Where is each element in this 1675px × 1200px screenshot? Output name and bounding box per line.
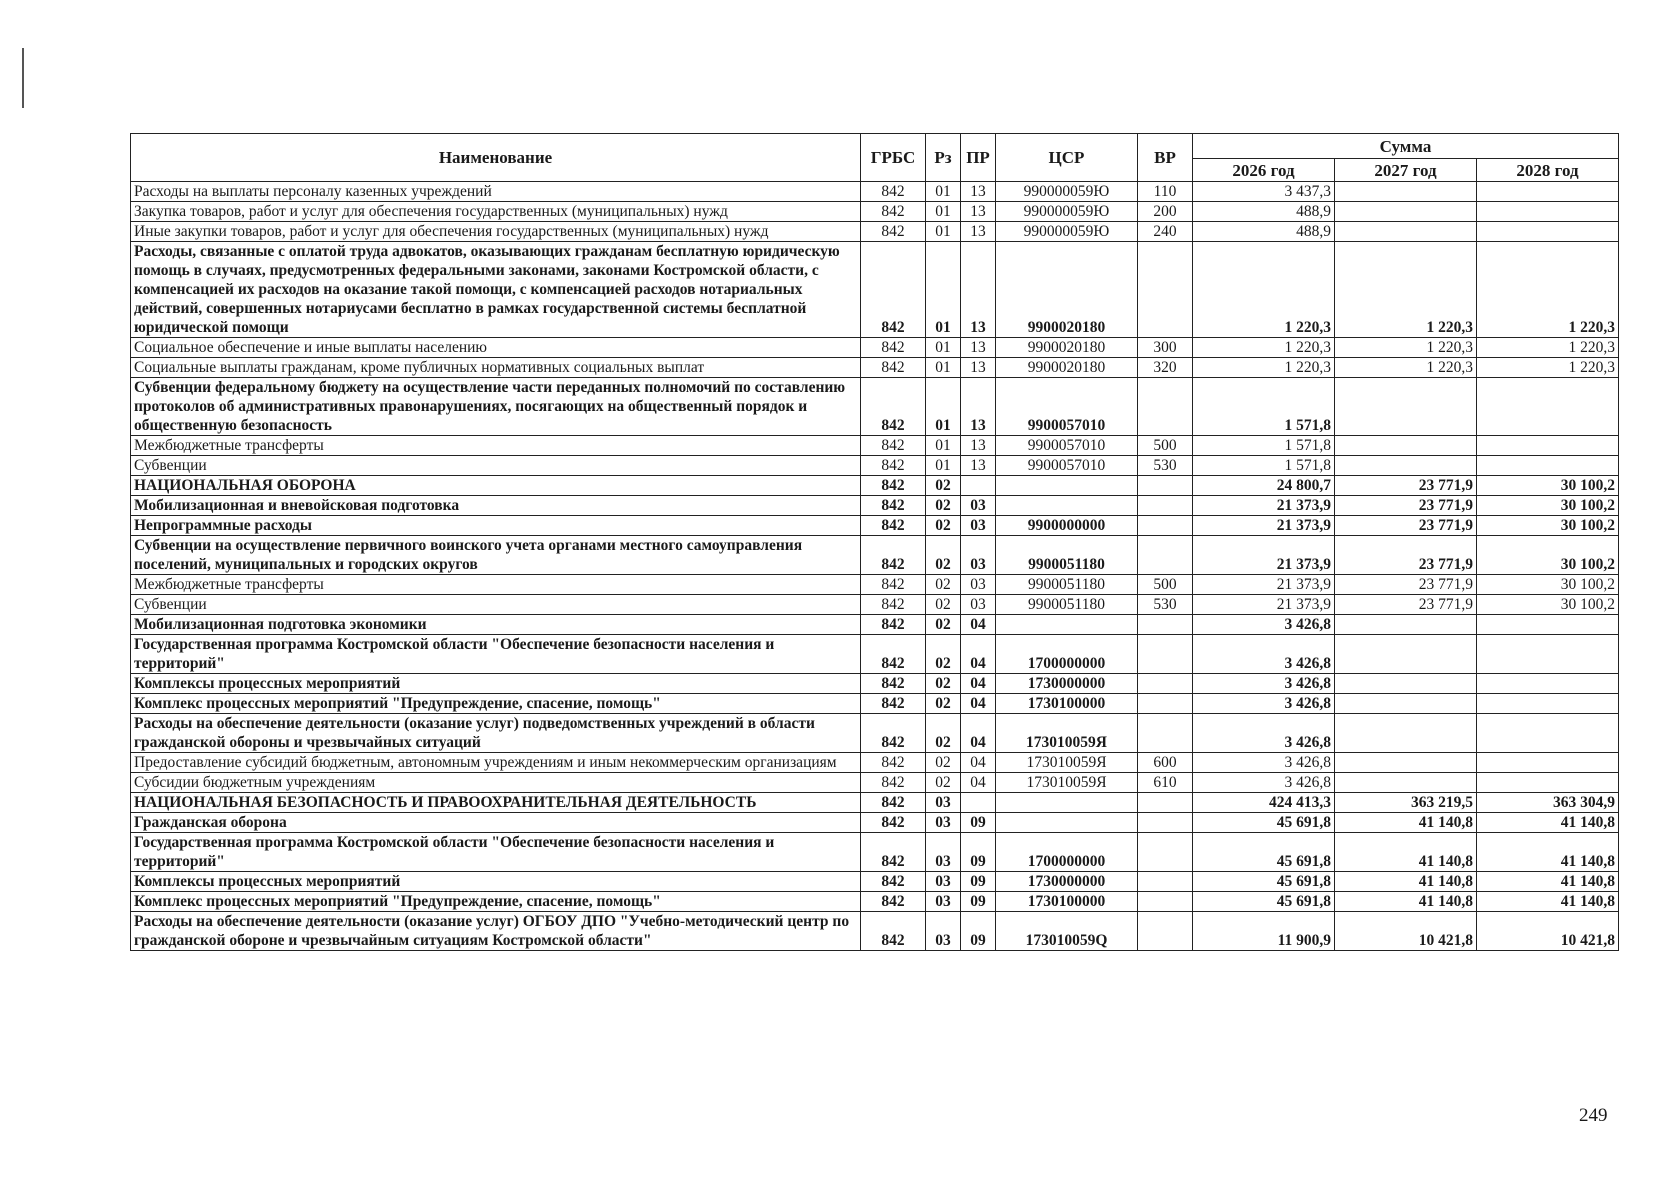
row-2027-cell [1335,753,1477,773]
table-row [131,202,1619,222]
row-name-cell: НАЦИОНАЛЬНАЯ ОБОРОНА [131,476,861,496]
row-rz-cell: 02 [926,595,961,615]
row-grbs-cell: 842 [861,202,926,222]
row-vr-cell: 600 [1138,753,1193,773]
row-2026-cell: 3 426,8 [1193,674,1335,694]
row-rz-cell: 02 [926,496,961,516]
row-2026-cell: 3 437,3 [1193,182,1335,202]
row-name-cell: Социальное обеспечение и иные выплаты населению [131,338,861,358]
row-grbs-cell: 842 [861,516,926,536]
header-year-2027: 2027 год [1335,159,1477,182]
table-row [131,674,1619,694]
row-name-cell: Комплекс процессных мероприятий "Предупреждение, спасение, помощь" [131,892,861,912]
row-grbs-cell: 842 [861,833,926,872]
row-2027-cell: 1 220,3 [1335,338,1477,358]
table-row [131,536,1619,575]
row-2027-cell [1335,635,1477,674]
row-2026-cell: 3 426,8 [1193,635,1335,674]
row-csr-cell: 990000059Ю [996,222,1138,242]
row-vr-cell: 530 [1138,595,1193,615]
row-2028-cell [1477,202,1619,222]
row-grbs-cell: 842 [861,536,926,575]
row-name-cell: Расходы на обеспечение деятельности (оказание услуг) подведомственных учреждений в области гражданской обороны и чрезвычайных ситуаций [131,714,861,753]
row-csr-cell [996,793,1138,813]
row-2028-cell: 10 421,8 [1477,912,1619,951]
row-2027-cell [1335,694,1477,714]
table-row [131,436,1619,456]
row-2028-cell [1477,436,1619,456]
row-2028-cell [1477,714,1619,753]
row-rz-cell: 02 [926,516,961,536]
header-csr: ЦСР [996,134,1138,182]
row-pr-cell: 09 [961,813,996,833]
row-name-cell: Закупка товаров, работ и услуг для обеспечения государственных (муниципальных) нужд [131,202,861,222]
row-pr-cell: 09 [961,892,996,912]
row-2028-cell [1477,456,1619,476]
row-grbs-cell: 842 [861,358,926,378]
row-2026-cell: 3 426,8 [1193,773,1335,793]
row-pr-cell [961,476,996,496]
row-rz-cell: 01 [926,242,961,338]
row-2026-cell: 488,9 [1193,222,1335,242]
row-name-cell: Расходы на выплаты персоналу казенных учреждений [131,182,861,202]
row-vr-cell: 530 [1138,456,1193,476]
row-2026-cell: 24 800,7 [1193,476,1335,496]
row-grbs-cell: 842 [861,912,926,951]
table-row [131,242,1619,338]
row-2027-cell: 41 140,8 [1335,892,1477,912]
row-csr-cell: 1730000000 [996,872,1138,892]
row-vr-cell [1138,813,1193,833]
table-row [131,456,1619,476]
row-2027-cell: 23 771,9 [1335,496,1477,516]
row-csr-cell: 1700000000 [996,635,1138,674]
table-row [131,714,1619,753]
table-row [131,575,1619,595]
table-row [131,516,1619,536]
row-name-cell: Расходы, связанные с оплатой труда адвокатов, оказывающих гражданам бесплатную юридическую помощь в случаях, предусмотренных федеральными законами, законами Костромской области, с компенсацией их расходов на оказание такой помощи, с компенсацией расходов нотариальных действий, совершенных нотариусами бесплатно в рамках государственной системы бесплатной юридической помощи [131,242,861,338]
row-vr-cell [1138,635,1193,674]
row-name-cell: Межбюджетные трансферты [131,575,861,595]
row-2028-cell [1477,615,1619,635]
row-pr-cell: 03 [961,595,996,615]
table-row [131,182,1619,202]
row-2026-cell: 45 691,8 [1193,813,1335,833]
scan-margin-mark [22,48,24,108]
row-2026-cell: 45 691,8 [1193,872,1335,892]
row-vr-cell: 610 [1138,773,1193,793]
row-2028-cell: 30 100,2 [1477,595,1619,615]
row-rz-cell: 02 [926,635,961,674]
row-vr-cell [1138,536,1193,575]
row-2028-cell: 41 140,8 [1477,833,1619,872]
header-year-2028: 2028 год [1477,159,1619,182]
row-pr-cell: 03 [961,516,996,536]
row-rz-cell: 02 [926,674,961,694]
row-vr-cell: 320 [1138,358,1193,378]
row-2027-cell [1335,674,1477,694]
row-2028-cell: 1 220,3 [1477,338,1619,358]
row-2026-cell: 3 426,8 [1193,615,1335,635]
row-rz-cell: 03 [926,833,961,872]
row-rz-cell: 02 [926,694,961,714]
row-rz-cell: 03 [926,912,961,951]
row-pr-cell: 04 [961,615,996,635]
table-row [131,222,1619,242]
row-2026-cell: 45 691,8 [1193,833,1335,872]
row-2027-cell [1335,714,1477,753]
budget-table [130,133,1619,951]
row-grbs-cell: 842 [861,575,926,595]
row-name-cell: Предоставление субсидий бюджетным, автономным учреждениям и иным некоммерческим организациям [131,753,861,773]
header-name: Наименование [131,134,861,182]
table-row [131,753,1619,773]
row-csr-cell: 173010059Q [996,912,1138,951]
row-2028-cell: 30 100,2 [1477,575,1619,595]
row-pr-cell: 09 [961,912,996,951]
row-csr-cell: 1730100000 [996,694,1138,714]
row-name-cell: Расходы на обеспечение деятельности (оказание услуг) ОГБОУ ДПО "Учебно-методический центр по гражданской обороне и чрезвычайным ситуациям Костромской области" [131,912,861,951]
row-csr-cell [996,615,1138,635]
row-csr-cell: 173010059Я [996,714,1138,753]
table-row [131,773,1619,793]
row-name-cell: Субсидии бюджетным учреждениям [131,773,861,793]
table-header [131,134,1619,182]
row-pr-cell: 13 [961,358,996,378]
header-vr: ВР [1138,134,1193,182]
row-2026-cell: 11 900,9 [1193,912,1335,951]
table-row [131,615,1619,635]
row-2026-cell: 3 426,8 [1193,714,1335,753]
row-csr-cell: 173010059Я [996,753,1138,773]
row-rz-cell: 02 [926,714,961,753]
row-2027-cell: 363 219,5 [1335,793,1477,813]
row-rz-cell: 01 [926,456,961,476]
table-row [131,358,1619,378]
row-2026-cell: 488,9 [1193,202,1335,222]
row-2027-cell: 41 140,8 [1335,833,1477,872]
row-2027-cell: 41 140,8 [1335,872,1477,892]
row-name-cell: Гражданская оборона [131,813,861,833]
row-grbs-cell: 842 [861,635,926,674]
row-pr-cell: 03 [961,496,996,516]
row-name-cell: Субвенции на осуществление первичного воинского учета органами местного самоуправления поселений, муниципальных и городских округов [131,536,861,575]
table-row [131,338,1619,358]
row-2028-cell: 30 100,2 [1477,476,1619,496]
row-name-cell: НАЦИОНАЛЬНАЯ БЕЗОПАСНОСТЬ И ПРАВООХРАНИТЕЛЬНАЯ ДЕЯТЕЛЬНОСТЬ [131,793,861,813]
row-pr-cell: 13 [961,338,996,358]
row-csr-cell [996,496,1138,516]
row-2026-cell: 21 373,9 [1193,575,1335,595]
row-name-cell: Иные закупки товаров, работ и услуг для обеспечения государственных (муниципальных) нужд [131,222,861,242]
row-2027-cell [1335,773,1477,793]
row-pr-cell: 03 [961,536,996,575]
row-grbs-cell: 842 [861,456,926,476]
row-2028-cell [1477,753,1619,773]
table-body [131,182,1619,951]
row-pr-cell: 03 [961,575,996,595]
row-grbs-cell: 842 [861,182,926,202]
row-pr-cell: 13 [961,436,996,456]
row-2026-cell: 21 373,9 [1193,536,1335,575]
row-pr-cell: 04 [961,753,996,773]
row-rz-cell: 01 [926,358,961,378]
row-pr-cell: 13 [961,242,996,338]
row-pr-cell: 13 [961,456,996,476]
row-2027-cell [1335,436,1477,456]
row-grbs-cell: 842 [861,714,926,753]
row-csr-cell: 173010059Я [996,773,1138,793]
page-number: 249 [1579,1105,1608,1126]
row-2026-cell: 3 426,8 [1193,753,1335,773]
table-row [131,595,1619,615]
row-vr-cell: 300 [1138,338,1193,358]
row-2028-cell [1477,222,1619,242]
row-vr-cell: 500 [1138,575,1193,595]
row-pr-cell: 13 [961,202,996,222]
row-vr-cell [1138,793,1193,813]
row-2026-cell: 1 571,8 [1193,378,1335,436]
row-csr-cell: 1730100000 [996,892,1138,912]
row-2027-cell: 23 771,9 [1335,536,1477,575]
row-pr-cell: 04 [961,714,996,753]
row-pr-cell: 13 [961,182,996,202]
row-rz-cell: 01 [926,182,961,202]
row-2027-cell: 1 220,3 [1335,358,1477,378]
row-vr-cell: 500 [1138,436,1193,456]
row-csr-cell: 9900051180 [996,595,1138,615]
row-vr-cell [1138,714,1193,753]
row-pr-cell: 13 [961,378,996,436]
row-2026-cell: 3 426,8 [1193,694,1335,714]
row-grbs-cell: 842 [861,476,926,496]
row-rz-cell: 01 [926,378,961,436]
table-row [131,833,1619,872]
row-csr-cell: 9900020180 [996,338,1138,358]
header-year-2026: 2026 год [1193,159,1335,182]
row-vr-cell [1138,516,1193,536]
row-csr-cell [996,476,1138,496]
row-2027-cell: 23 771,9 [1335,595,1477,615]
row-2028-cell: 363 304,9 [1477,793,1619,813]
row-pr-cell: 04 [961,773,996,793]
row-2028-cell [1477,694,1619,714]
row-2028-cell [1477,773,1619,793]
row-2026-cell: 1 220,3 [1193,358,1335,378]
row-name-cell: Комплексы процессных мероприятий [131,872,861,892]
row-vr-cell [1138,892,1193,912]
row-csr-cell: 9900020180 [996,358,1138,378]
row-2027-cell: 41 140,8 [1335,813,1477,833]
row-csr-cell: 9900051180 [996,575,1138,595]
row-name-cell: Межбюджетные трансферты [131,436,861,456]
row-rz-cell: 01 [926,436,961,456]
row-grbs-cell: 842 [861,595,926,615]
row-grbs-cell: 842 [861,378,926,436]
row-csr-cell: 9900051180 [996,536,1138,575]
row-rz-cell: 03 [926,813,961,833]
row-2028-cell: 30 100,2 [1477,536,1619,575]
table-row [131,872,1619,892]
row-rz-cell: 02 [926,476,961,496]
row-2028-cell: 30 100,2 [1477,496,1619,516]
row-grbs-cell: 842 [861,694,926,714]
row-csr-cell: 9900057010 [996,456,1138,476]
row-2026-cell: 1 220,3 [1193,338,1335,358]
row-2027-cell [1335,378,1477,436]
row-csr-cell: 9900020180 [996,242,1138,338]
row-2027-cell [1335,615,1477,635]
row-grbs-cell: 842 [861,773,926,793]
row-rz-cell: 01 [926,202,961,222]
row-2026-cell: 21 373,9 [1193,496,1335,516]
row-2027-cell [1335,222,1477,242]
table-row [131,793,1619,813]
row-2027-cell: 1 220,3 [1335,242,1477,338]
row-pr-cell: 13 [961,222,996,242]
row-vr-cell [1138,694,1193,714]
row-2028-cell [1477,674,1619,694]
row-vr-cell: 240 [1138,222,1193,242]
row-csr-cell: 9900057010 [996,378,1138,436]
table-row [131,496,1619,516]
row-grbs-cell: 842 [861,338,926,358]
row-csr-cell: 9900057010 [996,436,1138,456]
row-2027-cell: 10 421,8 [1335,912,1477,951]
row-rz-cell: 02 [926,753,961,773]
table-row [131,813,1619,833]
row-csr-cell: 990000059Ю [996,202,1138,222]
row-name-cell: Субвенции [131,456,861,476]
row-2028-cell [1477,635,1619,674]
row-2027-cell [1335,182,1477,202]
row-grbs-cell: 842 [861,615,926,635]
row-csr-cell: 1700000000 [996,833,1138,872]
row-2027-cell: 23 771,9 [1335,516,1477,536]
row-csr-cell: 990000059Ю [996,182,1138,202]
header-grbs: ГРБС [861,134,926,182]
row-rz-cell: 03 [926,892,961,912]
row-grbs-cell: 842 [861,892,926,912]
row-vr-cell: 110 [1138,182,1193,202]
row-2026-cell: 21 373,9 [1193,595,1335,615]
row-2028-cell: 30 100,2 [1477,516,1619,536]
row-csr-cell: 9900000000 [996,516,1138,536]
row-name-cell: Субвенции федеральному бюджету на осуществление части переданных полномочий по составлению протоколов об административных правонарушениях, посягающих на общественный порядок и общественную безопасность [131,378,861,436]
row-grbs-cell: 842 [861,436,926,456]
row-grbs-cell: 842 [861,813,926,833]
row-vr-cell [1138,496,1193,516]
table-row [131,892,1619,912]
row-name-cell: Социальные выплаты гражданам, кроме публичных нормативных социальных выплат [131,358,861,378]
table-row [131,378,1619,436]
row-rz-cell: 02 [926,575,961,595]
row-rz-cell: 03 [926,872,961,892]
row-2026-cell: 424 413,3 [1193,793,1335,813]
row-name-cell: Мобилизационная и вневойсковая подготовка [131,496,861,516]
row-2026-cell: 1 220,3 [1193,242,1335,338]
row-vr-cell: 200 [1138,202,1193,222]
row-name-cell: Государственная программа Костромской области "Обеспечение безопасности населения и территорий" [131,635,861,674]
row-vr-cell [1138,674,1193,694]
header-rz: Рз [926,134,961,182]
row-2028-cell [1477,378,1619,436]
row-name-cell: Субвенции [131,595,861,615]
row-vr-cell [1138,476,1193,496]
row-2028-cell: 1 220,3 [1477,358,1619,378]
row-pr-cell: 04 [961,635,996,674]
row-rz-cell: 01 [926,338,961,358]
row-2028-cell: 41 140,8 [1477,892,1619,912]
row-2026-cell: 1 571,8 [1193,456,1335,476]
row-2026-cell: 45 691,8 [1193,892,1335,912]
row-rz-cell: 01 [926,222,961,242]
header-sum: Сумма [1193,134,1619,159]
row-name-cell: Комплексы процессных мероприятий [131,674,861,694]
row-vr-cell [1138,378,1193,436]
row-rz-cell: 02 [926,615,961,635]
row-2027-cell [1335,202,1477,222]
row-2027-cell: 23 771,9 [1335,476,1477,496]
row-rz-cell: 03 [926,793,961,813]
row-pr-cell [961,793,996,813]
row-pr-cell: 04 [961,674,996,694]
table-row [131,912,1619,951]
row-pr-cell: 09 [961,833,996,872]
row-vr-cell [1138,242,1193,338]
row-rz-cell: 02 [926,773,961,793]
row-vr-cell [1138,615,1193,635]
row-pr-cell: 04 [961,694,996,714]
row-csr-cell: 1730000000 [996,674,1138,694]
table-row [131,694,1619,714]
row-pr-cell: 09 [961,872,996,892]
table-row [131,476,1619,496]
row-2026-cell: 1 571,8 [1193,436,1335,456]
row-name-cell: Непрограммные расходы [131,516,861,536]
row-grbs-cell: 842 [861,872,926,892]
row-2028-cell: 41 140,8 [1477,813,1619,833]
row-grbs-cell: 842 [861,242,926,338]
row-2028-cell [1477,182,1619,202]
row-grbs-cell: 842 [861,496,926,516]
row-grbs-cell: 842 [861,222,926,242]
row-vr-cell [1138,872,1193,892]
header-pr: ПР [961,134,996,182]
row-2027-cell: 23 771,9 [1335,575,1477,595]
row-2026-cell: 21 373,9 [1193,516,1335,536]
row-csr-cell [996,813,1138,833]
row-name-cell: Мобилизационная подготовка экономики [131,615,861,635]
row-grbs-cell: 842 [861,793,926,813]
row-vr-cell [1138,833,1193,872]
row-rz-cell: 02 [926,536,961,575]
row-vr-cell [1138,912,1193,951]
row-2027-cell [1335,456,1477,476]
row-name-cell: Государственная программа Костромской области "Обеспечение безопасности населения и территорий" [131,833,861,872]
row-2028-cell: 41 140,8 [1477,872,1619,892]
table-row [131,635,1619,674]
row-name-cell: Комплекс процессных мероприятий "Предупреждение, спасение, помощь" [131,694,861,714]
row-2028-cell: 1 220,3 [1477,242,1619,338]
row-grbs-cell: 842 [861,753,926,773]
row-grbs-cell: 842 [861,674,926,694]
